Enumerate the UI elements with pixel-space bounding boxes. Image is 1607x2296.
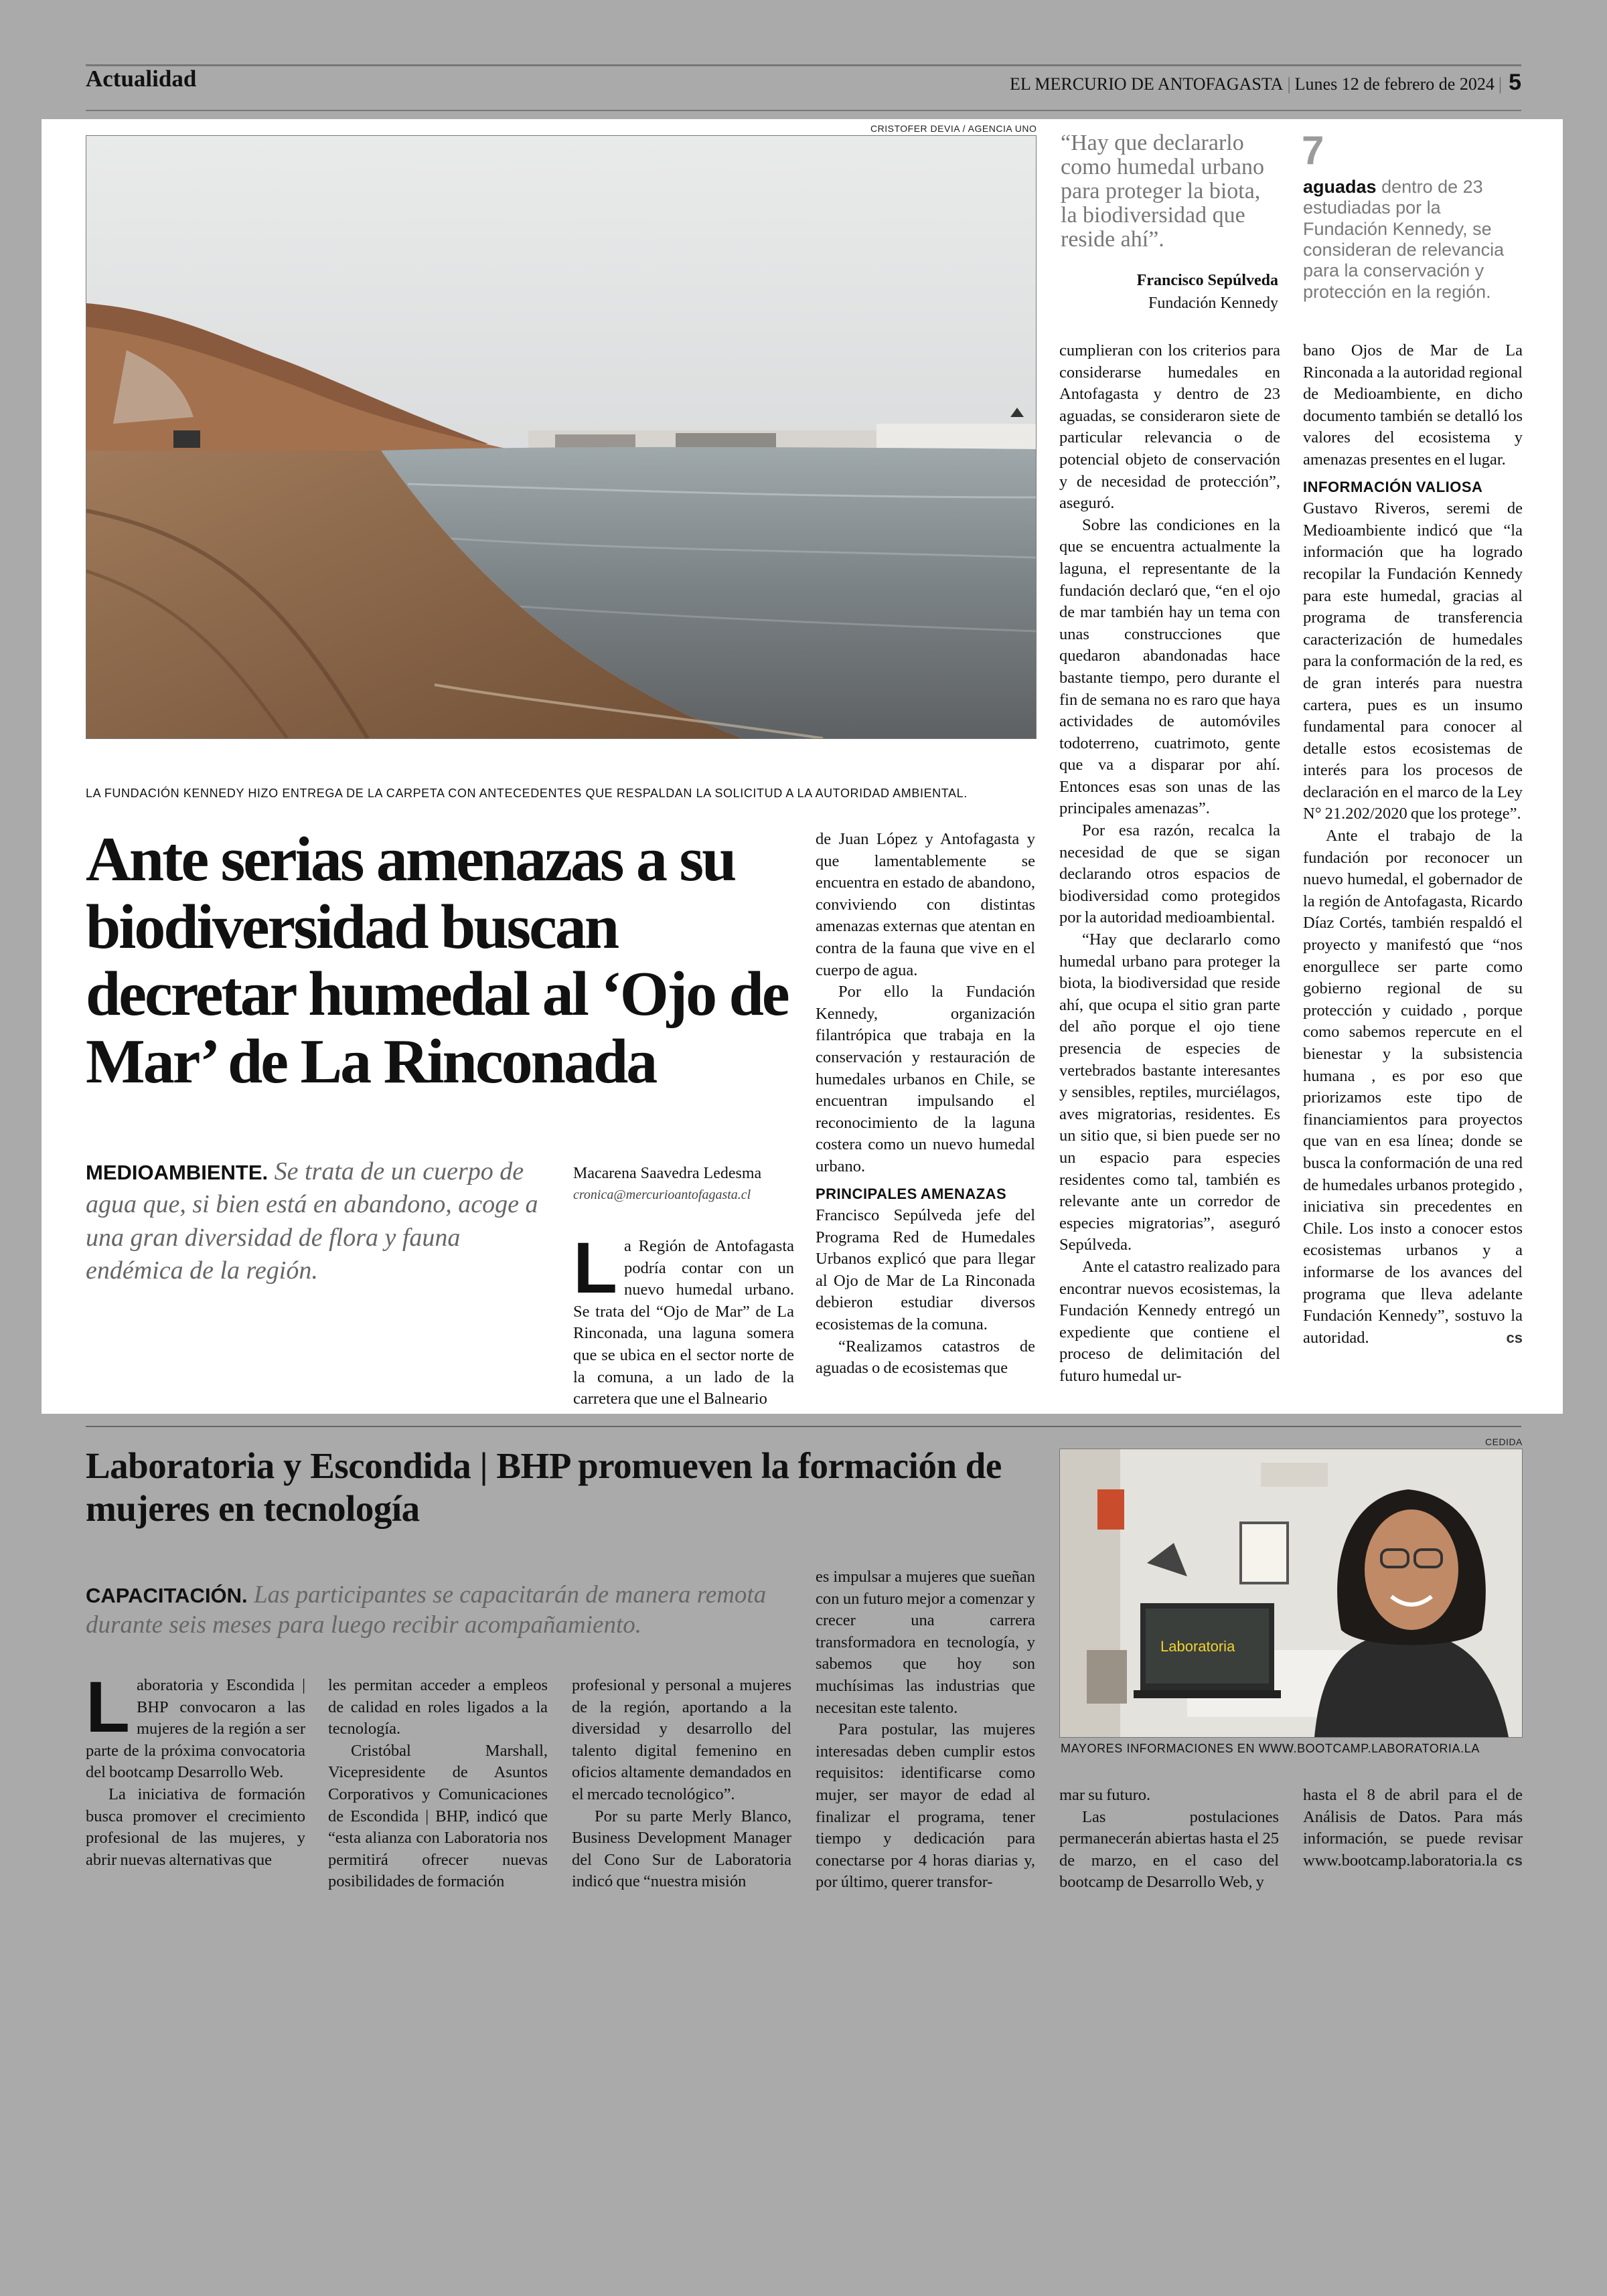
article1-column-1 xyxy=(573,1236,794,1410)
issue-date: Lunes 12 de febrero de 2024 xyxy=(1294,74,1495,94)
lagoon-illustration xyxy=(86,136,1036,738)
body-paragraph: aboratoria y Escondida | BHP convocaron a las mujeres de la región a ser parte de la próxima convocatoria del bootcamp Desarrollo Web. xyxy=(86,1676,305,1782)
body-paragraph: bano Ojos de Mar de La Rinconada a la autoridad regional de Medioambiente, en dicho documento también se detalló los valores del ecosistema y amenazas presentes en el lugar. xyxy=(1303,341,1523,469)
author-name: Macarena Saavedra Ledesma xyxy=(573,1165,762,1182)
article-divider xyxy=(86,1426,1521,1427)
article1-column-2 xyxy=(816,829,1035,1410)
body-paragraph: profesional y personal a mujeres de la región, aportando a la diversidad y desarrollo del talento digital femenino en oficios altamente demandados en el mercado tecnológico”. xyxy=(572,1676,791,1803)
quote-organization: Fundación Kennedy xyxy=(1148,295,1278,312)
body-paragraph: les permitan acceder a empleos de calidad en roles ligados a la tecnología. xyxy=(328,1676,548,1738)
article-headline: Ante serias amenazas a su biodiversidad buscan decretar humedal al ‘Ojo de Mar’ de La Rinconada xyxy=(86,825,788,1096)
body-paragraph: Las postulaciones permanecerán abiertas hasta el 25 de marzo, en el caso del bootcamp de Desarrollo Web, y xyxy=(1059,1807,1279,1892)
body-paragraph: Cristóbal Marshall, Vicepresidente de Asuntos Corporativos y Comunicaciones de Escondida | BHP, indicó que “esta alianza con Laboratoria nos permitirá ofrecer nuevas posibilidades de formación xyxy=(328,1741,548,1891)
article1-column-4 xyxy=(1303,340,1523,1410)
paragraph-text: hasta el 8 de abril para el de Análisis de Datos. Para más información, se puede revisar www.bootcamp.laboratoria.la xyxy=(1303,1786,1523,1870)
body-paragraph: Por ello la Fundación Kennedy, organización filantrópica que trabaja en la conservación y restauración de humedales urbanos en Chile, se encuentran impulsando el reconocimiento de la laguna costera como un nuevo humedal urbano. xyxy=(816,983,1035,1175)
article2-lead xyxy=(86,1580,809,1640)
newspaper-info: EL MERCURIO DE ANTOFAGASTA | Lunes 12 de febrero de 2024 | 5 xyxy=(1010,70,1521,95)
body-paragraph: mar su futuro. xyxy=(1059,1786,1151,1804)
fact-number: 7 xyxy=(1302,128,1324,173)
subhead-info: INFORMACIÓN VALIOSA xyxy=(1303,478,1483,495)
article2-column-4 xyxy=(816,1566,1035,1906)
photo-caption-2: MAYORES INFORMACIONES EN WWW.BOOTCAMP.LABORATORIA.LA xyxy=(1061,1742,1480,1755)
lagoon-photo xyxy=(86,135,1037,739)
body-paragraph: Por esa razón, recalca la necesidad de que se sigan declarando otros espacios de biodiversidad como protegidos por la autoridad medioambiental. xyxy=(1059,821,1280,927)
body-paragraph: a Región de Antofagasta podría contar con un nuevo humedal urbano. Se trata del “Ojo de Mar” de La Rinconada, una laguna somera que se ubica en el sector norte de la comuna, a un lado de la carretera que une el Balneario xyxy=(573,1237,794,1408)
lead-text: Las participantes se capacitarán de manera remota durante seis meses para luego recibir acompañamiento. xyxy=(86,1581,767,1639)
body-paragraph: La iniciativa de formación busca promover el crecimiento profesional de las mujeres, y abrir nuevas alternativas que xyxy=(86,1785,305,1869)
article2-column-1 xyxy=(86,1675,305,1906)
article2-column-6 xyxy=(1303,1785,1523,1906)
dropcap: L xyxy=(86,1675,130,1747)
article-lead xyxy=(86,1155,554,1288)
body-paragraph: Francisco Sepúlveda jefe del Programa Red de Humedales Urbanos explicó que para llegar al Ojo de Mar de La Rinconada debieron estudiar diversos ecosistemas de la comuna. xyxy=(816,1206,1035,1334)
page-number: 5 xyxy=(1509,70,1521,95)
body-paragraph xyxy=(1303,825,1523,1349)
body-paragraph: “Realizamos catastros de aguadas o de ecosistemas que xyxy=(816,1337,1035,1378)
screen-label: Laboratoria xyxy=(1160,1638,1235,1655)
body-paragraph: es impulsar a mujeres que sueñan con un futuro mejor a comenzar y crecer una carrera transformadora en tecnología, y sabemos que hoy son muchísimas las industrias que necesitan este talento. xyxy=(816,1568,1035,1717)
photo-credit-2: CEDIDA xyxy=(1485,1437,1523,1447)
fact-box xyxy=(1303,177,1528,303)
body-paragraph: “Hay que declararlo como humedal urbano para proteger la biota, la biodiversidad que reside ahí, que ocupa el sitio gran parte del año porque el ojo tiene presencia de especies de vertebrados bastante interesantes y sensibles, reptiles, murciélagos, aves migratorias, residentes. Es un sitio que, si bien puede ser no un espacio para especies residentes como tal, también es relevante ante un corredor de especies migratorias”, aseguró Sepúlveda. xyxy=(1059,930,1280,1254)
photo-credit: CRISTOFER DEVIA / AGENCIA UNO xyxy=(870,123,1037,134)
body-paragraph: de Juan López y Antofagasta y que lamentablemente se encuentra en estado de abandono, conviviendo con distintas amenazas externas que atentan en contra de la fauna que vive en el cuerpo de agua. xyxy=(816,830,1035,979)
end-mark: cs xyxy=(1506,1852,1523,1869)
lead-text: Se trata de un cuerpo de agua que, si bien está en abandono, acoge a una gran diversidad de flora y fauna endémica de la región. xyxy=(86,1157,538,1285)
article2-column-3 xyxy=(572,1675,791,1906)
body-paragraph: Por su parte Merly Blanco, Business Development Manager del Cono Sur de Laboratoria indicó que “nuestra misión xyxy=(572,1807,791,1891)
article1-column-3 xyxy=(1059,340,1280,1410)
body-paragraph: Sobre las condiciones en la que se encuentra actualmente la laguna, el representante de la fundación declaró que, “en el ojo de mar también hay un tema con unas construcciones que quedaron abandonadas hace bastante tiempo, pero durante el fin de semana no es raro que haya actividades de automóviles todoterreno, cuatrimoto, gente que va a disparar por ahí. Entonces esas son unas de las principales amenazas”. xyxy=(1059,515,1280,818)
pull-quote: “Hay que declararlo como humedal urbano para proteger la biota, la biodiversidad que reside ahí”. xyxy=(1061,131,1265,252)
newspaper-name: EL MERCURIO DE ANTOFAGASTA xyxy=(1010,74,1284,94)
photo-caption: LA FUNDACIÓN KENNEDY HIZO ENTREGA DE LA CARPETA CON ANTECEDENTES QUE RESPALDAN LA SOLICITUD A LA AUTORIDAD AMBIENTAL. xyxy=(86,787,968,800)
section-title: Actualidad xyxy=(86,66,197,92)
body-paragraph: Para postular, las mujeres interesadas deben cumplir estos requisitos: identificarse como mujer, ser mayor de edad al finalizar el programa, tener tiempo y dedicación para conectarse por 4 horas diarias y, por último, querer transfor- xyxy=(816,1720,1035,1892)
paragraph-text: Ante el trabajo de la fundación por reconocer un nuevo humedal, el gobernador de la región de Antofagasta, Ricardo Díaz Cortés, también respaldó el proyecto y manifestó que “nos enorgullece ser parte como gobierno regional de su protección y cuidado , porque como sabemos repercute en el bienestar y la subsistencia humana , es por eso que priorizamos este tipo de financiamientos para proyectos que van en esa línea; donde se busca la conformación de una red de humedales urbanos protegido , iniciativa sin precedentes en Chile. Los insto a conocer estos ecosistemas urbanos y a informarse de los avances del programa que lleva adelante Fundación Kennedy”, sostuvo la autoridad. xyxy=(1303,827,1523,1347)
body-paragraph xyxy=(1303,1785,1523,1872)
article2-column-2 xyxy=(328,1675,548,1906)
end-mark: cs xyxy=(1506,1329,1523,1346)
author-email: cronica@mercurioantofagasta.cl xyxy=(573,1187,751,1202)
fact-text: dentro de 23 estudiadas por la Fundación Kennedy, se consideran de relevancia para la conservación y protección en la región. xyxy=(1303,177,1505,302)
student-illustration xyxy=(1060,1449,1522,1737)
student-photo xyxy=(1059,1449,1523,1738)
body-paragraph: Ante el catastro realizado para encontrar nuevos ecosistemas, la Fundación Kennedy entregó un expediente que contiene el proceso de delimitación del futuro humedal ur- xyxy=(1059,1257,1280,1385)
header-rule-top xyxy=(86,64,1521,66)
header-rule-bottom xyxy=(86,110,1521,111)
article2-headline: Laboratoria y Escondida | BHP promueven la formación de mujeres en tecnología xyxy=(86,1445,1002,1530)
dropcap: L xyxy=(573,1236,617,1308)
body-paragraph: cumplieran con los criterios para considerarse humedales en Antofagasta y dentro de 23 aguadas, se consideraron siete de particular relevancia o de potencial objeto de conservación y de necesidad de protección”, aseguró. xyxy=(1059,341,1280,513)
body-paragraph: Gustavo Riveros, seremi de Medioambiente indicó que “la información que ha logrado recopilar la Fundación Kennedy para este humedal, gracias al programa de transferencia caracterización de humedales para la conformación de la red, es de gran interés para nuestra cartera, pues es un insumo fundamental para conocer al detalle estos ecosistemas de interés para los procesos de declaración en el marco de la Ley N° 21.202/2020 que los protege”. xyxy=(1303,499,1523,823)
fact-bold: aguadas xyxy=(1303,177,1377,197)
subhead-threats: PRINCIPALES AMENAZAS xyxy=(816,1185,1007,1202)
article2-kicker: CAPACITACIÓN. xyxy=(86,1584,248,1607)
article-kicker: MEDIOAMBIENTE. xyxy=(86,1161,269,1184)
article2-column-5 xyxy=(1059,1785,1279,1906)
quote-author: Francisco Sepúlveda xyxy=(1136,272,1278,289)
